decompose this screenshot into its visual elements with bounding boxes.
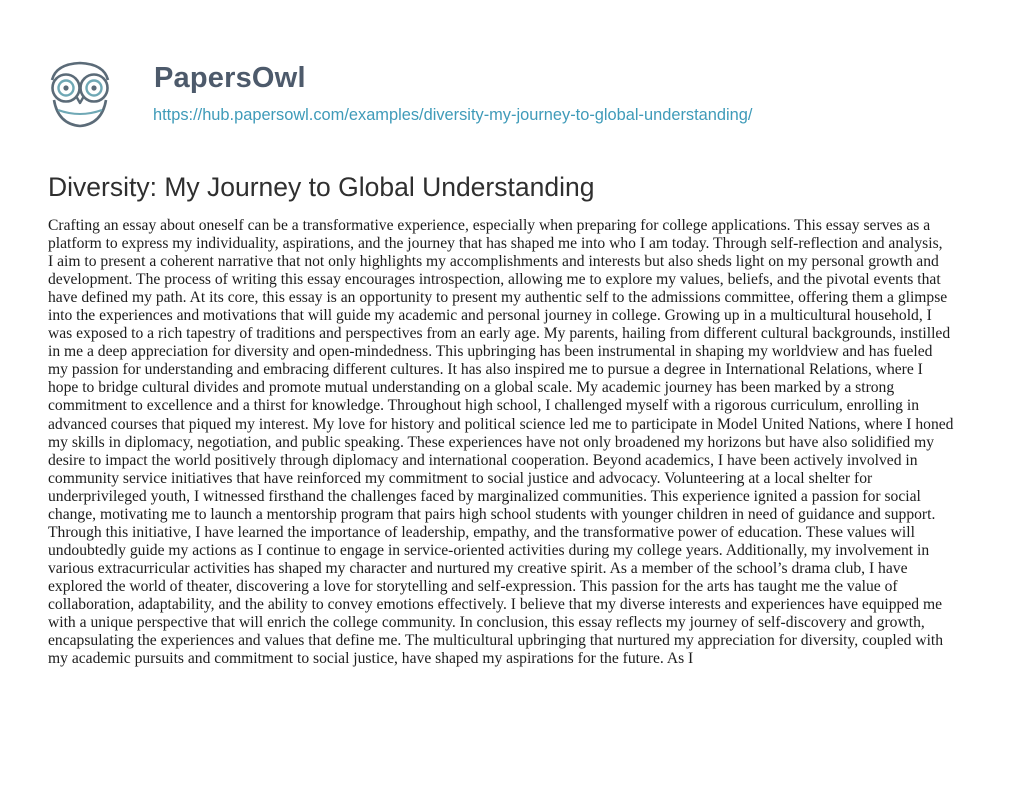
essay-line: my academic pursuits and commitment to social justice, have shaped my aspirations for the future. As I: [48, 650, 694, 668]
essay-line: commitment to excellence and a thirst for knowledge. Throughout high school, I challenged myself with a rigorous curriculum, enrolling in: [48, 397, 920, 415]
page-header: [46, 58, 986, 138]
essay-title: Diversity: My Journey to Global Understanding: [48, 172, 595, 202]
essay-line: platform to express my individuality, aspirations, and the journey that has shaped me into who I am today. Through self-reflection and analysis,: [48, 235, 943, 253]
essay-line: development. The process of writing this essay encourages introspection, allowing me to explore my values, beliefs, and the pivotal events that: [48, 271, 941, 289]
essay-line: in me a deep appreciation for diversity and open-mindedness. This upbringing has been instrumental in shaping my worldview and has fueled: [48, 343, 933, 361]
essay-line: into the experiences and motivations that will guide my academic and personal journey in college. Growing up in a multicultural household, I: [48, 307, 932, 325]
essay-line: with a unique perspective that will enrich the college community. In conclusion, this essay reflects my journey of self-discovery and growth,: [48, 614, 925, 632]
essay-line: my skills in diplomacy, negotiation, and public speaking. These experiences have not only broadened my horizons but have also solidified my: [48, 433, 935, 451]
essay-body: [48, 217, 978, 668]
owl-logo-icon: [46, 58, 138, 132]
essay-line: community service initiatives that have reinforced my commitment to social justice and advocacy. Volunteering at a local shelter for: [48, 469, 873, 487]
essay-line: Crafting an essay about oneself can be a transformative experience, especially when preparing for college applications. This essay serves as a: [48, 217, 931, 234]
source-url-link[interactable]: https://hub.papersowl.com/examples/diversity-my-journey-to-global-understanding/: [153, 106, 753, 124]
essay-line: I aim to present a coherent narrative that not only highlights my accomplishments and interests but also sheds light on my personal growth and: [48, 253, 939, 271]
essay-line: various extracurricular activities has shaped my character and nurtured my creative spirit. As a member of the school’s drama club, I have: [48, 559, 908, 577]
essay-line: explored the world of theater, discovering a love for storytelling and self-expression. This passion for the arts has taught me the value of: [48, 577, 898, 595]
essay-line: change, motivating me to launch a mentorship program that pairs high school students with younger children in need of guidance and support.: [48, 505, 936, 523]
essay-line: encapsulating the experiences and values that define me. The multicultural upbringing that nurtured my appreciation for diversity, coupled with: [48, 632, 944, 650]
essay-line: my passion for understanding and embracing different cultures. It has also inspired me to pursue a degree in International Relations, where I: [48, 361, 923, 379]
essay-line: hope to bridge cultural divides and promote mutual understanding on a global scale. My academic journey has been marked by a strong: [48, 379, 895, 397]
essay-line: undoubtedly guide my actions as I continue to engage in service-oriented activities during my college years. Additionally, my involvement in: [48, 541, 930, 559]
essay-line: advanced courses that piqued my interest. My love for history and political science led me to participate in Model United Nations, where I honed: [48, 415, 954, 433]
essay-line: underprivileged youth, I witnessed firsthand the challenges faced by marginalized communities. This experience ignited a passion for social: [48, 487, 921, 505]
essay-line: collaboration, adaptability, and the ability to convey emotions effectively. I believe that my diverse interests and experiences have equipped me: [48, 595, 943, 613]
essay-line: desire to impact the world positively through diplomacy and international cooperation. Beyond academics, I have been actively involved in: [48, 451, 918, 469]
essay-line: have defined my path. At its core, this essay is an opportunity to present my authentic self to the admissions committee, offering them a glimpse: [48, 289, 948, 307]
essay-line: Through this initiative, I have learned the importance of leadership, empathy, and the transformative power of education. These values will: [48, 523, 915, 541]
essay-line: was exposed to a rich tapestry of traditions and perspectives from an early age. My parents, hailing from different cultural backgrounds, instilled: [48, 325, 951, 343]
brand-name: PapersOwl: [154, 62, 306, 94]
